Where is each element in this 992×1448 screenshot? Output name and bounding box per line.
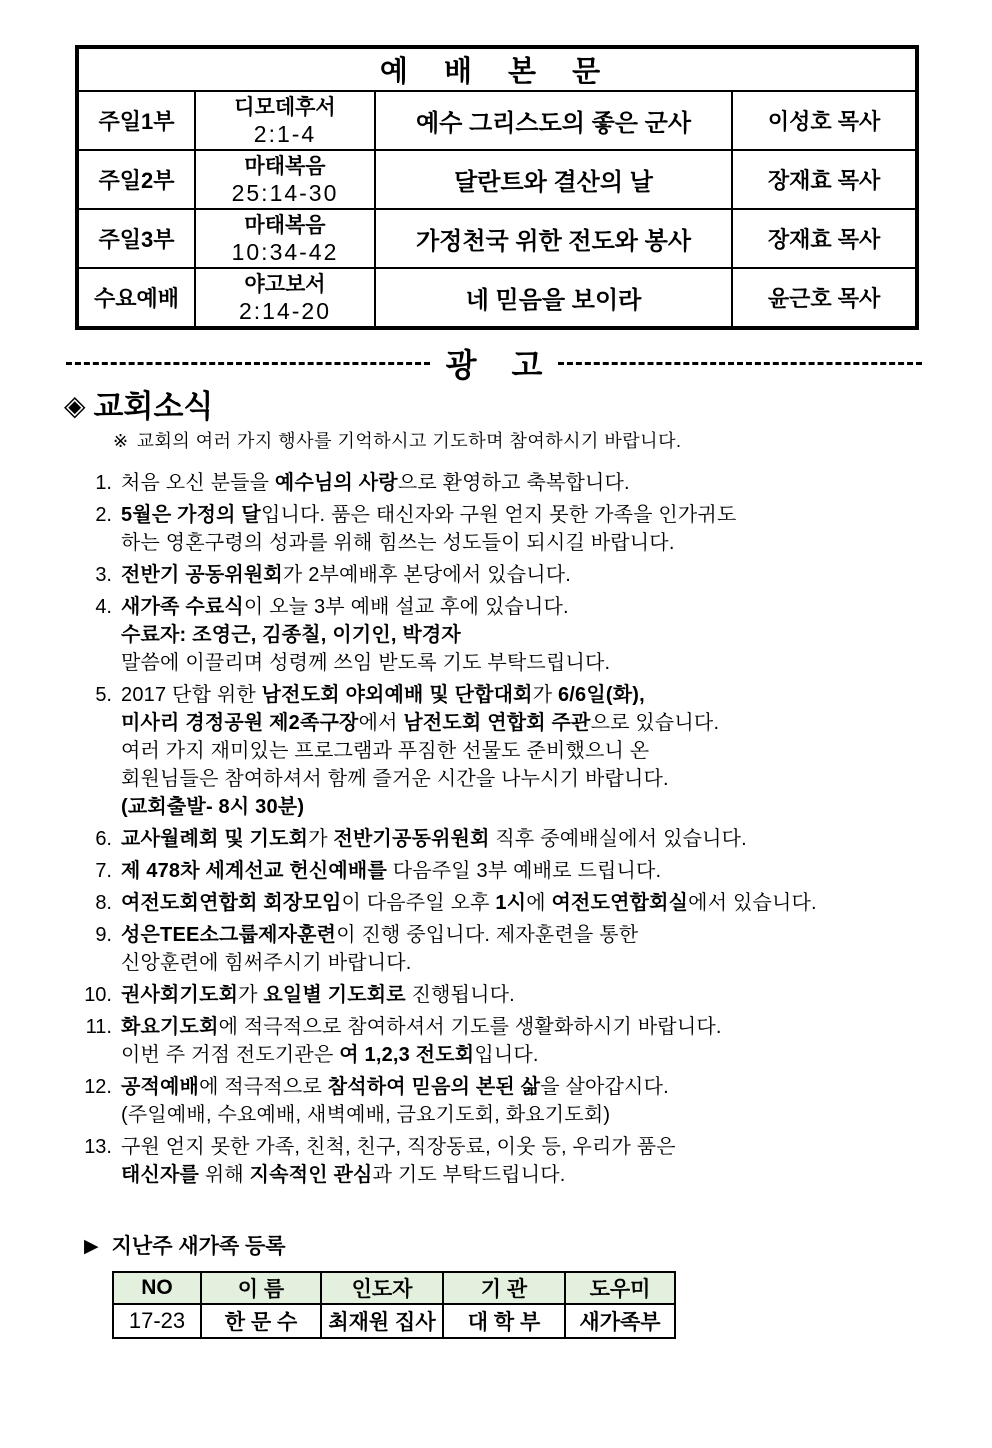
- announcement-line: 신앙훈련에 힘써주시기 바랍니다.: [121, 952, 412, 974]
- scripture-verse: 10:34-42: [231, 238, 339, 265]
- announcement-line: 이번 주 거점 전도기관은 여 1,2,3 전도회입니다.: [121, 1044, 539, 1066]
- announcement-line: 새가족 수료식이 오늘 3부 예배 설교 후에 있습니다.: [121, 596, 569, 618]
- sermon-title: 가정천국 위한 전도와 봉사: [375, 209, 732, 268]
- announcement-line: 여전도회연합회 회장모임이 다음주일 오후 1시에 여전도연합회실에서 있습니다.: [121, 892, 817, 914]
- new-family-header-row: [113, 1272, 675, 1304]
- scripture-verse: 2:1-4: [253, 120, 317, 147]
- announcements-divider: [66, 342, 922, 384]
- announcement-line: 전반기 공동위원회가 2부예배후 본당에서 있습니다.: [121, 564, 572, 586]
- announcement-line: 하는 영혼구령의 성과를 위해 힘쓰는 성도들이 되시길 바랍니다.: [121, 532, 675, 554]
- scripture-book: 마태복음: [244, 154, 326, 178]
- announcement-line: 말씀에 이끌리며 성령께 쓰임 받도록 기도 부탁드립니다.: [121, 652, 611, 674]
- announcement-text: [121, 501, 736, 557]
- announcement-number: 3.: [95, 564, 112, 586]
- announcement-number: 9.: [95, 924, 112, 946]
- diamond-icon: ◈: [64, 391, 86, 422]
- scripture-book: 마태복음: [244, 213, 326, 237]
- announcement-item: [68, 561, 948, 589]
- new-family-guide: 최재원 집사: [321, 1304, 443, 1338]
- worship-table-title-row: [77, 47, 917, 91]
- announcement-line: (주일예배, 수요예배, 새벽예배, 금요기도회, 화요기도회): [121, 1104, 611, 1126]
- announcement-text: [121, 1013, 722, 1069]
- announcement-line: 권사회기도회가 요일별 기도회로 진행됩니다.: [121, 984, 515, 1006]
- new-family-table: [112, 1271, 676, 1339]
- sermon-title: 예수 그리스도의 좋은 군사: [375, 91, 732, 150]
- preacher-name: 이성호 목사: [732, 91, 917, 150]
- announcement-text: [121, 857, 661, 885]
- announcement-text: [121, 561, 571, 589]
- service-name: 수요예배: [77, 268, 195, 328]
- scripture-reference: [195, 150, 375, 209]
- table-row: [77, 268, 917, 328]
- announcement-number: 10.: [84, 984, 112, 1006]
- announcement-item: [68, 501, 948, 557]
- church-news-note: [113, 429, 992, 453]
- announcement-number: 13.: [84, 1136, 112, 1158]
- announcement-text: [121, 469, 630, 497]
- announcement-line: 2017 단합 위한 남전도회 야외예배 및 단합대회가 6/6일(화),: [121, 684, 645, 706]
- service-name: 주일2부: [77, 150, 195, 209]
- new-family-helper: 새가족부: [565, 1304, 675, 1338]
- announcement-number: 12.: [84, 1076, 112, 1098]
- sermon-title: 달란트와 결산의 날: [375, 150, 732, 209]
- church-news-heading: [64, 388, 992, 426]
- announcement-item: [68, 469, 948, 497]
- announcement-line: 여러 가지 재미있는 프로그램과 푸짐한 선물도 준비했으니 온: [121, 740, 650, 762]
- announcement-line: 교사월례회 및 기도회가 전반기공동위원회 직후 중예배실에서 있습니다.: [121, 828, 747, 850]
- announcement-number: 7.: [95, 860, 112, 882]
- announcement-text: [121, 681, 719, 821]
- announcement-item: [68, 857, 948, 885]
- announcement-line: 수료자: 조영근, 김종칠, 이기인, 박경자: [121, 624, 461, 646]
- service-name: 주일3부: [77, 209, 195, 268]
- column-header-no: NO: [113, 1272, 201, 1304]
- announcement-item: [68, 681, 948, 821]
- table-row: [77, 150, 917, 209]
- announcement-line: 성은TEE소그룹제자훈련이 진행 중입니다. 제자훈련을 통한: [121, 924, 639, 946]
- worship-table-title: 예 배 본 문: [77, 47, 917, 91]
- table-row: [77, 91, 917, 150]
- announcement-item: [68, 593, 948, 677]
- dashed-rule-left: [66, 362, 430, 365]
- announcement-number: 2.: [95, 504, 112, 526]
- announcement-line: 제 478차 세계선교 헌신예배를 다음주일 3부 예배로 드립니다.: [121, 860, 662, 882]
- announcement-text: [121, 981, 515, 1009]
- worship-scripture-table: [75, 45, 919, 330]
- preacher-name: 장재효 목사: [732, 209, 917, 268]
- announcement-number: 4.: [95, 596, 112, 618]
- announcement-line: 처음 오신 분들을 예수님의 사랑으로 환영하고 축복합니다.: [121, 472, 630, 494]
- scripture-reference: [195, 209, 375, 268]
- announcements-title: 광 고: [445, 347, 543, 383]
- announcement-text: [121, 593, 610, 677]
- table-row: [113, 1304, 675, 1338]
- announcement-item: [68, 825, 948, 853]
- announcement-text: [121, 889, 817, 917]
- announcement-text: [121, 825, 747, 853]
- triangle-right-icon: ▶: [84, 1236, 99, 1257]
- announcement-item: [68, 1073, 948, 1129]
- reference-mark-icon: ※: [113, 431, 129, 451]
- column-header-helper: 도우미: [565, 1272, 675, 1304]
- column-header-name: 이 름: [201, 1272, 321, 1304]
- announcement-number: 6.: [95, 828, 112, 850]
- announcement-line: 5월은 가정의 달입니다. 품은 태신자와 구원 얻지 못한 가족을 인가귀도: [121, 504, 737, 526]
- sermon-title: 네 믿음을 보이라: [375, 268, 732, 328]
- announcement-line: 회원님들은 참여하셔서 함께 즐거운 시간을 나누시기 바랍니다.: [121, 768, 669, 790]
- announcement-line: 화요기도회에 적극적으로 참여하셔서 기도를 생활화하시기 바랍니다.: [121, 1016, 722, 1038]
- announcement-text: [121, 1133, 676, 1189]
- announcement-item: [68, 1013, 948, 1069]
- scripture-reference: [195, 91, 375, 150]
- preacher-name: 장재효 목사: [732, 150, 917, 209]
- new-family-no: 17-23: [113, 1304, 201, 1338]
- scripture-book: 야고보서: [244, 272, 326, 296]
- announcement-number: 5.: [95, 684, 112, 706]
- scripture-verse: 2:14-20: [238, 297, 331, 324]
- announcement-line: 미사리 경정공원 제2족구장에서 남전도회 연합회 주관으로 있습니다.: [121, 712, 720, 734]
- announcement-line: 공적예배에 적극적으로 참석하여 믿음의 본된 삶을 살아갑시다.: [121, 1076, 669, 1098]
- announcement-list: [68, 469, 948, 1189]
- new-family-name: 한 문 수: [201, 1304, 321, 1338]
- church-news-note-text: 교회의 여러 가지 행사를 기억하시고 기도하며 참여하시기 바랍니다.: [136, 431, 682, 451]
- announcement-item: [68, 921, 948, 977]
- new-family-department: 대 학 부: [443, 1304, 565, 1338]
- scripture-reference: [195, 268, 375, 328]
- column-header-department: 기 관: [443, 1272, 565, 1304]
- table-row: [77, 209, 917, 268]
- announcement-number: 8.: [95, 892, 112, 914]
- announcement-line: (교회출발- 8시 30분): [121, 796, 305, 818]
- announcement-item: [68, 889, 948, 917]
- scripture-verse: 25:14-30: [231, 179, 339, 206]
- announcement-number: 1.: [95, 472, 112, 494]
- announcement-item: [68, 981, 948, 1009]
- column-header-guide: 인도자: [321, 1272, 443, 1304]
- announcement-text: [121, 1073, 669, 1129]
- service-name: 주일1부: [77, 91, 195, 150]
- dashed-rule-right: [558, 362, 922, 365]
- new-family-heading: [84, 1233, 992, 1261]
- announcement-line: 태신자를 위해 지속적인 관심과 기도 부탁드립니다.: [121, 1164, 566, 1186]
- announcement-number: 11.: [85, 1016, 112, 1038]
- announcement-text: [121, 921, 638, 977]
- scripture-book: 디모데후서: [234, 95, 336, 119]
- new-family-heading-text: 지난주 새가족 등록: [111, 1235, 286, 1258]
- preacher-name: 윤근호 목사: [732, 268, 917, 328]
- announcement-line: 구원 얻지 못한 가족, 친척, 친구, 직장동료, 이웃 등, 우리가 품은: [121, 1136, 676, 1158]
- announcement-item: [68, 1133, 948, 1189]
- church-news-title: 교회소식: [93, 389, 214, 424]
